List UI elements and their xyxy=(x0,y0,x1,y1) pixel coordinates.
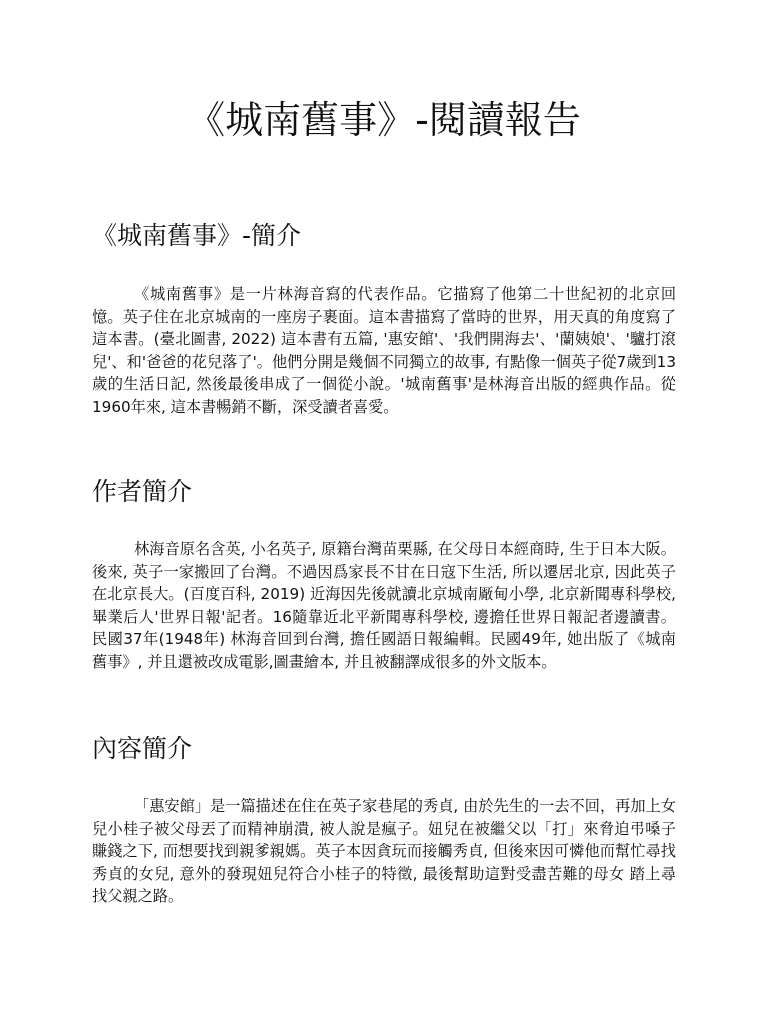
paragraph-author: 林海音原名含英, 小名英子, 原籍台灣苗栗縣, 在父母日本經商時, 生于日本大阪。後來, 英子一家搬回了台灣。不過因爲家長不甘在日寇下生活, 所以遷居北京, 因此英子在北京長大。(百度百科, 2019) 近海因先後就讀北京城南厰甸小學, 北京新聞專科學校, 畢業后人'世界日報'記者。16隨靠近北平新聞專科學校, 邊擔任世界日報記者邊讀書。民國37年(1948年) 林海音回到台灣, 擔任國語日報編輯。民國49年, 她出版了《城南舊事》, 并且還被改成電影,圖畫繪本, 并且被翻譯成很多的外文版本。 xyxy=(92,540,676,671)
paragraph-content: 「惠安館」是一篇描述在住在英子家巷尾的秀貞, 由於先生的一去不回，再加上女兒小桂子被父母丟了而精神崩潰, 被人說是瘋子。妞兒在被繼父以「打」來脅迫弔嗓子賺錢之下, 而想要找到親爹親媽。英子本因貪玩而接觸秀貞, 但後來因可憐他而幫忙尋找秀貞的女兒, 意外的發現妞兒符合小桂子的特徵, 最後幫助這對受盡苦難的母女 踏上尋找父親之路。 xyxy=(92,797,676,905)
section-heading-author: 作者簡介 xyxy=(92,477,193,506)
document-title: 《城南舊事》-閱讀報告 xyxy=(187,98,581,142)
paragraph-intro: 《城南舊事》是一片林海音寫的代表作品。它描寫了他第二十世紀初的北京回憶。英子住在北京城南的一座房子裹面。這本書描寫了當時的世界，用天真的角度寫了這本書。(臺北圖書, 2022) 這本書有五篇, '惠安館'、'我們開海去'、'蘭姨娘'、'驢打滾兒'、和'爸爸的花兒落了'。他們分開是幾個不同獨立的故事, 有點像一個英子從7歲到13歲的生活日記, 然後最後串成了一個從小說。'城南舊事'是林海音出版的經典作品。從1960年來, 這本書暢銷不斷，深受讀者喜愛。 xyxy=(92,285,676,416)
section-heading-intro: 《城南舊事》-簡介 xyxy=(92,221,302,250)
section-heading-content: 內容簡介 xyxy=(92,734,193,763)
